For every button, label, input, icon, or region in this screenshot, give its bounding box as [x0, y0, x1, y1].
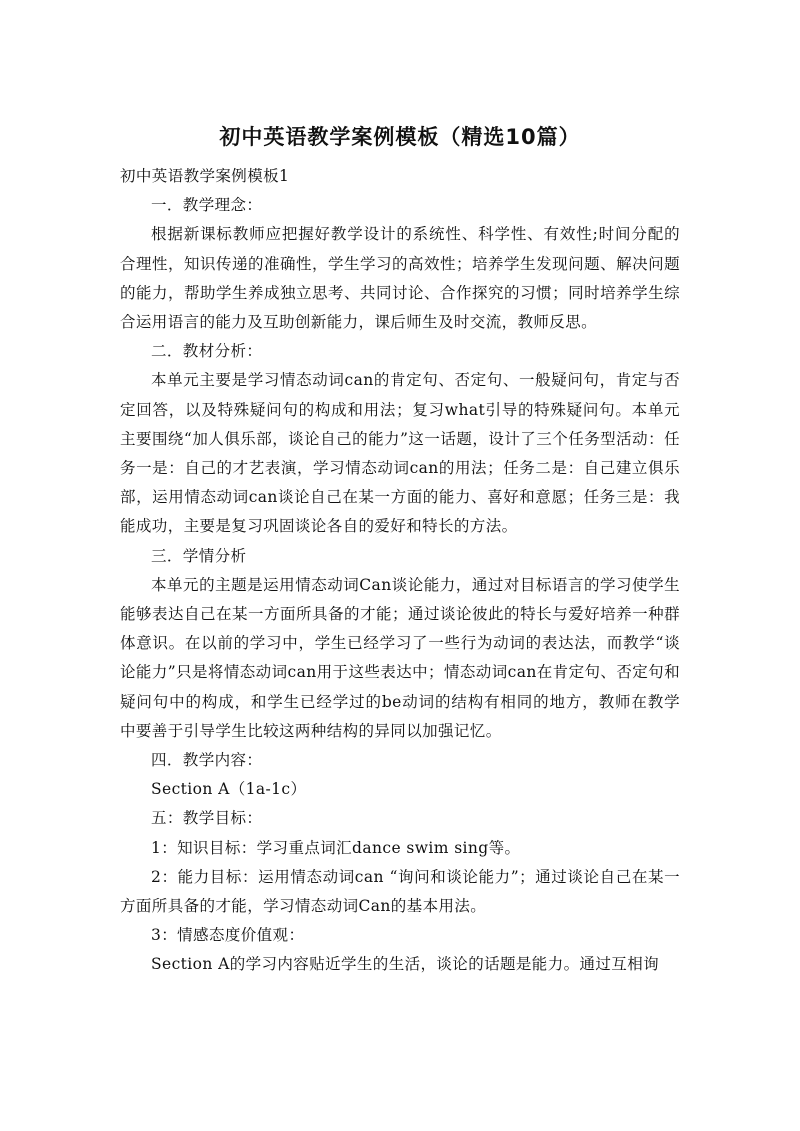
- section-subtitle: 初中英语教学案例模板1: [120, 167, 290, 185]
- goal-emotion-heading: 3：情感态度价值观：: [151, 926, 305, 945]
- goal-ability: 2：能力目标：运用情态动词can “询问和谈论能力”；通过谈论自己在某一方面所具备的才能，学习情态动词Can的基本用法。: [120, 867, 680, 916]
- document-body: [120, 162, 680, 980]
- goal-knowledge: 1：知识目标：学习重点词汇dance swim sing等。: [151, 838, 521, 857]
- paragraph-material-analysis: 本单元主要是学习情态动词can的肯定句、否定句、一般疑问句，肯定与否定回答，以及特殊疑问句的构成和用法；复习what引导的特殊疑问句。本单元主要围绕“加人俱乐部，谈论自己的能力”这一话题，设计了三个任务型活动：任务一是：自己的才艺表演，学习情态动词can的用法；任务二是：自己建立俱乐部，运用情态动词can谈论自己在某一方面的能力、喜好和意愿；任务三是：我能成功，主要是复习巩固谈论各自的爱好和特长的方法。: [120, 371, 680, 536]
- teaching-content-section: Section A（1a-1c）: [151, 780, 307, 799]
- document-title: 初中英语教学案例模板（精选10篇）: [219, 125, 581, 149]
- paragraph-section-a: Section A的学习内容贴近学生的生活，谈论的话题是能力。通过互相询: [151, 955, 659, 974]
- heading-teaching-goals: 五：教学目标：: [151, 809, 263, 828]
- heading-student-analysis: 三．学情分析: [151, 546, 247, 565]
- heading-teaching-philosophy: 一．教学理念：: [151, 196, 263, 215]
- heading-teaching-content: 四．教学内容：: [151, 751, 263, 770]
- heading-material-analysis: 二．教材分析：: [151, 342, 263, 361]
- paragraph-teaching-philosophy: 根据新课标教师应把握好教学设计的系统性、科学性、有效性;时间分配的合理性，知识传递的准确性，学生学习的高效性；培养学生发现问题、解决问题的能力，帮助学生养成独立思考、共同讨论、合作探究的习惯；同时培养学生综合运用语言的能力及互助创新能力，课后师生及时交流，教师反思。: [120, 225, 680, 332]
- paragraph-student-analysis: 本单元的主题是运用情态动词Can谈论能力，通过对目标语言的学习使学生能够表达自己在某一方面所具备的才能；通过谈论彼此的特长与爱好培养一种群体意识。在以前的学习中，学生已经学习了一些行为动词的表达法，而教学“谈论能力”只是将情态动词can用于这些表达中；情态动词can在肯定句、否定句和疑问句中的构成，和学生已经学过的be动词的结构有相同的地方，教师在教学中要善于引导学生比较这两种结构的异同以加强记忆。: [120, 575, 680, 740]
